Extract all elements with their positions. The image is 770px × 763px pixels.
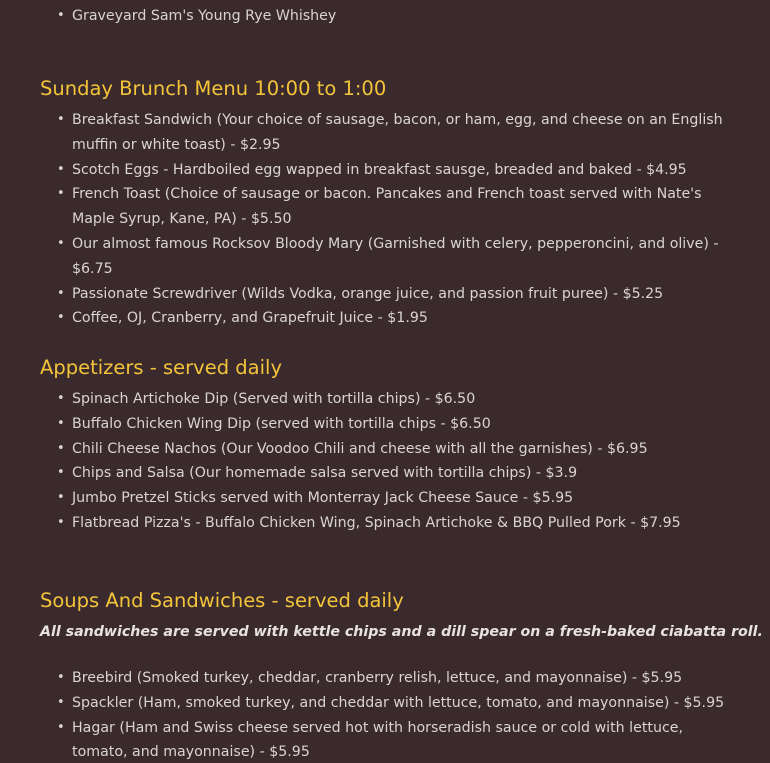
list-item: • Passionate Screwdriver (Wilds Vodka, orange juice, and passion fruit puree) - $5.25 <box>0 282 770 307</box>
appetizers-section <box>0 354 770 536</box>
list-item: • Jumbo Pretzel Sticks served with Monterray Jack Cheese Sauce - $5.95 <box>0 486 770 511</box>
top-list-section <box>0 4 770 29</box>
list-item: • Buffalo Chicken Wing Dip (served with tortilla chips - $6.50 <box>0 412 770 437</box>
list-item: • Breakfast Sandwich (Your choice of sausage, bacon, or ham, egg, and cheese on an English muffin or white toast) - $2.95 <box>0 108 770 158</box>
list-item: • Spinach Artichoke Dip (Served with tortilla chips) - $6.50 <box>0 387 770 412</box>
top-list <box>0 4 770 29</box>
list-item: • Coffee, OJ, Cranberry, and Grapefruit Juice - $1.95 <box>0 306 770 331</box>
sandwiches-list <box>0 666 770 763</box>
sandwiches-section <box>0 587 770 763</box>
list-item: • Scotch Eggs - Hardboiled egg wapped in breakfast sausge, breaded and baked - $4.95 <box>0 158 770 183</box>
brunch-list <box>0 108 770 331</box>
list-item: • Flatbread Pizza's - Buffalo Chicken Wing, Spinach Artichoke & BBQ Pulled Pork - $7.95 <box>0 511 770 536</box>
list-item: • Hagar (Ham and Swiss cheese served hot with horseradish sauce or cold with lettuce, tomato, and mayonnaise) - $5.95 <box>0 716 770 763</box>
appetizers-list <box>0 387 770 536</box>
brunch-section <box>0 75 770 331</box>
list-item: • Spackler (Ham, smoked turkey, and cheddar with lettuce, tomato, and mayonnaise) - $5.95 <box>0 691 770 716</box>
brunch-heading: Sunday Brunch Menu 10:00 to 1:00 <box>40 77 387 100</box>
list-item: • French Toast (Choice of sausage or bacon. Pancakes and French toast served with Nate's Maple Syrup, Kane, PA) - $5.50 <box>0 182 770 232</box>
list-item: • Graveyard Sam's Young Rye Whishey <box>0 4 770 29</box>
appetizers-heading: Appetizers - served daily <box>40 356 282 379</box>
list-item: • Chili Cheese Nachos (Our Voodoo Chili and cheese with all the garnishes) - $6.95 <box>0 437 770 462</box>
sandwiches-note: All sandwiches are served with kettle chips and a dill spear on a fresh-baked ciabatta roll. <box>40 624 763 640</box>
list-item: • Breebird (Smoked turkey, cheddar, cranberry relish, lettuce, and mayonnaise) - $5.95 <box>0 666 770 691</box>
list-item: • Our almost famous Rocksov Bloody Mary (Garnished with celery, pepperoncini, and olive) - $6.75 <box>0 232 770 282</box>
list-item: • Chips and Salsa (Our homemade salsa served with tortilla chips) - $3.9 <box>0 461 770 486</box>
sandwiches-heading: Soups And Sandwiches - served daily <box>40 589 404 612</box>
